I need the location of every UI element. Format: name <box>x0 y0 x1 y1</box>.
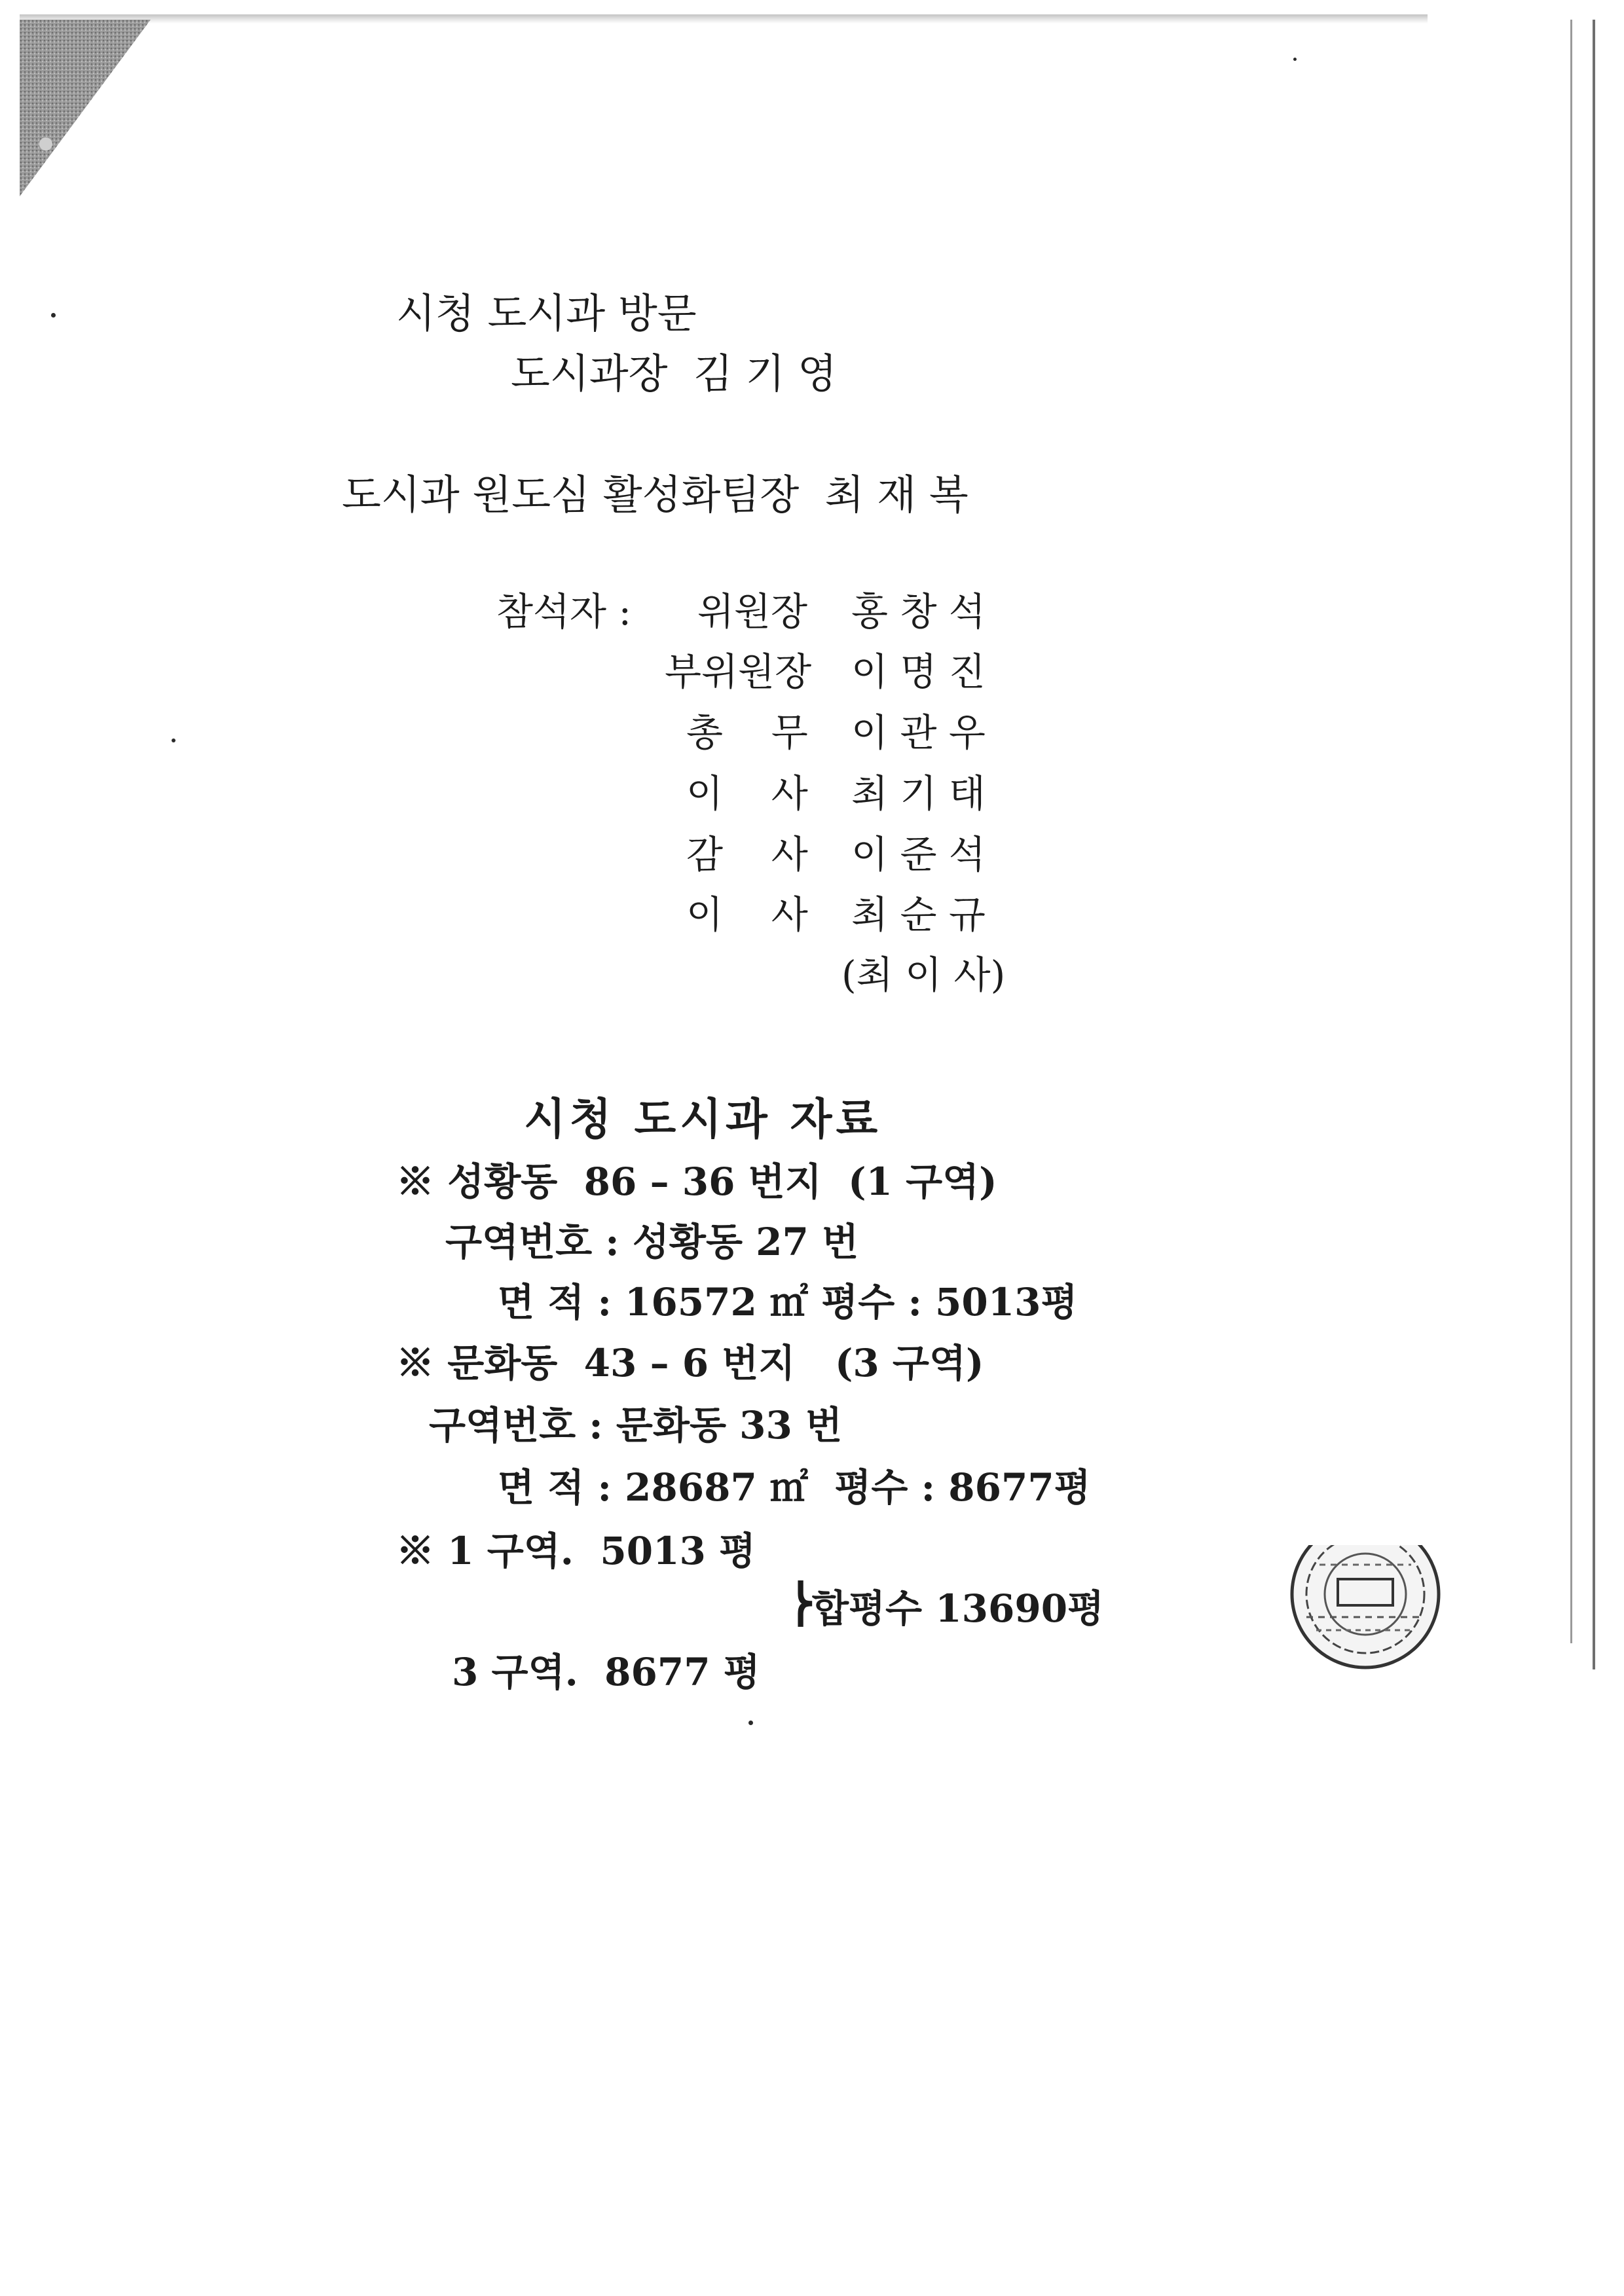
director-line: 도시과장 김 기 영 <box>511 350 838 397</box>
summary-total: 합평수 13690평 <box>812 1586 1105 1631</box>
attendee-name: 이 관 우 <box>851 710 986 755</box>
attendee-name: 이 준 석 <box>851 832 986 877</box>
visit-title: 시청 도시과 방문 <box>396 289 697 337</box>
summary-zone3: 3 구역. 8677 평 <box>452 1650 760 1694</box>
zone1-address: ※ 성황동 86 – 36 번지 (1 구역) <box>396 1159 997 1204</box>
attendee-role: 감 사 <box>686 832 808 877</box>
official-seal-stamp <box>1280 1519 1450 1669</box>
attendee-name: 최 순 규 <box>851 892 986 937</box>
zone3-number: 구역번호 : 문화동 33 번 <box>429 1403 843 1448</box>
scan-speck <box>51 313 56 318</box>
attendee-role: 이 사 <box>686 892 808 937</box>
summary-zone1: ※ 1 구역. 5013 평 <box>396 1529 756 1573</box>
scan-right-edge-shadow <box>1593 20 1595 1669</box>
scan-speck <box>172 738 175 742</box>
attendees-label: 참석자 : <box>496 589 632 634</box>
scan-top-edge <box>20 14 1428 24</box>
zone3-address: ※ 문화동 43 – 6 번지 (3 구역) <box>396 1341 984 1385</box>
scan-right-edge <box>1570 20 1572 1643</box>
team-leader-line: 도시과 원도심 활성화팀장 최 재 복 <box>342 471 969 519</box>
materials-heading: 시청 도시과 자료 <box>524 1093 882 1144</box>
attendee-note: (최 이 사) <box>841 953 1006 997</box>
summary-brace: ⎬ <box>786 1581 815 1627</box>
zone3-area: 면 적 : 28687 ㎡ 평수 : 8677평 <box>498 1465 1091 1510</box>
attendee-name: 홍 창 석 <box>851 589 986 634</box>
scan-speck <box>1293 58 1297 61</box>
attendee-name: 최 기 태 <box>851 771 986 816</box>
attendee-name: 이 명 진 <box>851 649 986 694</box>
zone1-number: 구역번호 : 성황동 27 번 <box>445 1220 859 1264</box>
attendee-role: 부위원장 <box>665 649 812 694</box>
attendee-role: 이 사 <box>686 771 808 816</box>
zone1-area: 면 적 : 16572 ㎡ 평수 : 5013평 <box>498 1280 1078 1324</box>
attendee-role: 위원장 <box>697 589 808 634</box>
folded-corner-mark <box>20 20 151 196</box>
attendee-role: 총 무 <box>686 710 808 755</box>
scan-speck <box>748 1721 753 1725</box>
